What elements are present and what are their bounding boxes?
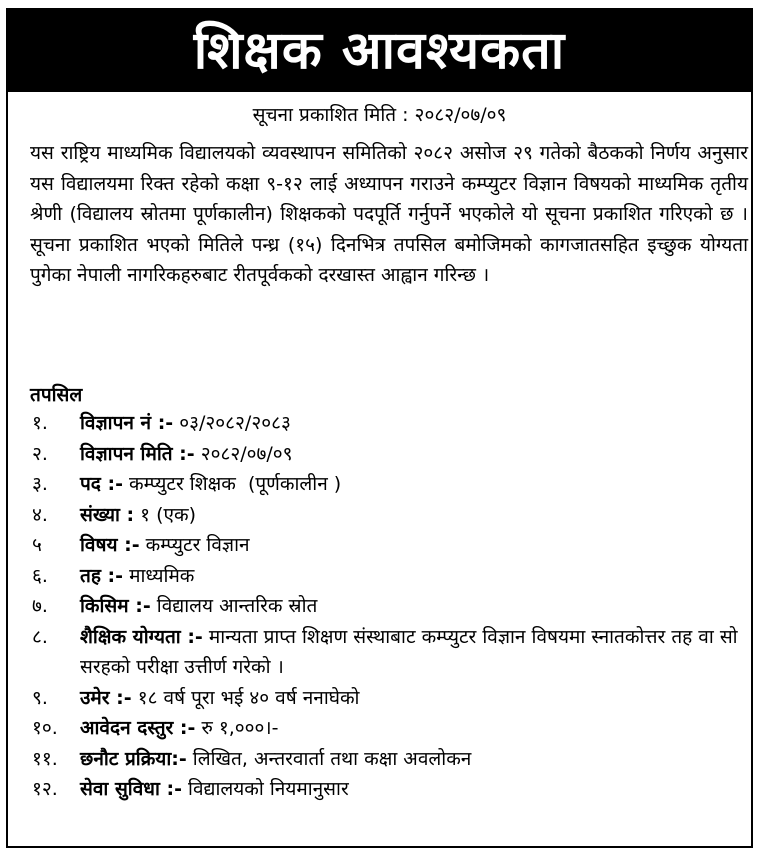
detail-application-fee <box>30 713 748 744</box>
notice-body-paragraph: यस राष्ट्रिय माध्यमिक विद्यालयको व्यवस्थापन समितिको २०८२ असोज २९ गतेको बैठकको निर्णय अनुसार यस विद्यालयमा रिक्त रहेको कक्षा ९-१२ लाई अध्यापन गराउने कम्प्युटर विज्ञान विषयको माध्यमिक तृतीय श्रेणी (विद्यालय स्रोतमा पूर्णकालीन) शिक्षकको पदपूर्ति गर्नुपर्ने भएकोले यो सूचना प्रकाशित गरिएको छ । सूचना प्रकाशित भएको मितिले पन्ध्र (१५) दिनभित्र तपसिल बमोजिमको कागजातसहित इच्छुक योग्यता पुगेका नेपाली नागरिकहरुबाट रीतपूर्वकको दरखास्त आह्वान गरिन्छ । <box>30 142 748 286</box>
detail-position <box>30 469 748 500</box>
detail-label: उमेर :- <box>80 686 132 709</box>
detail-value: रु १,०००।- <box>201 717 279 739</box>
detail-subject <box>30 530 748 561</box>
detail-label: शैक्षिक योग्यता :- <box>80 625 203 648</box>
detail-facilities <box>30 774 748 805</box>
detail-number: ८. <box>32 625 48 648</box>
title-banner <box>8 10 751 92</box>
detail-number: २. <box>32 442 48 465</box>
detail-label: विज्ञापन नं :- <box>80 412 174 434</box>
detail-number: ३. <box>32 473 48 495</box>
detail-advertisement-number <box>30 408 748 439</box>
detail-qualification <box>30 622 748 683</box>
detail-value: १८ वर्ष पूरा भई ४० वर्ष ननाघेको <box>137 686 360 709</box>
notice-title: शिक्षक आवश्यकता <box>193 21 566 81</box>
detail-value: मान्यता प्राप्त शिक्षण संस्थाबाट कम्प्युटर विज्ञान विषयमा स्नातकोत्तर तह वा सो सरहको परीक्षा उत्तीर्ण गरेको । <box>80 625 738 678</box>
details-list <box>30 408 748 805</box>
detail-label: सेवा सुविधा :- <box>80 778 182 800</box>
detail-value: कम्प्युटर विज्ञान <box>145 534 250 556</box>
detail-value: कम्प्युटर शिक्षक (पूर्णकालीन ) <box>129 473 342 495</box>
detail-number: ९. <box>32 686 48 709</box>
detail-level <box>30 561 748 592</box>
detail-label: आवेदन दस्तुर :- <box>80 717 196 739</box>
detail-value: विद्यालय आन्तरिक स्रोत <box>156 595 318 617</box>
detail-label: संख्या : <box>80 503 135 526</box>
detail-value: विद्यालयको नियमानुसार <box>188 778 349 800</box>
detail-label: किसिम :- <box>80 595 151 617</box>
notice-frame <box>6 8 753 848</box>
details-heading: तपसिल <box>30 384 83 406</box>
detail-count <box>30 500 748 531</box>
detail-label: छनौट प्रक्रिया:- <box>80 747 187 770</box>
detail-value: ०३/२०८२/२०८३ <box>179 412 291 434</box>
detail-label: तह :- <box>80 564 124 587</box>
detail-number: १०. <box>32 717 58 739</box>
detail-age <box>30 683 748 714</box>
notice-published-date: सूचना प्रकाशित मिति : २०८२/०७/०९ <box>252 104 507 126</box>
detail-selection-process <box>30 744 748 775</box>
detail-value: १ (एक) <box>140 503 197 526</box>
detail-number: ११. <box>32 747 58 770</box>
detail-value: लिखित, अन्तरवार्ता तथा कक्षा अवलोकन <box>192 747 472 770</box>
detail-value: २०८२/०७/०९ <box>200 442 293 465</box>
detail-label: पद :- <box>80 473 123 495</box>
detail-number: ७. <box>32 595 48 617</box>
detail-number: १. <box>32 412 48 434</box>
detail-number: १२. <box>32 778 58 800</box>
detail-number: ४. <box>32 503 48 526</box>
detail-number: ६. <box>32 564 48 587</box>
detail-value: माध्यमिक <box>129 564 195 587</box>
detail-label: विषय :- <box>80 534 140 556</box>
detail-advertisement-date <box>30 439 748 470</box>
detail-number: ५ <box>32 534 42 556</box>
detail-type <box>30 591 748 622</box>
detail-label: विज्ञापन मिति :- <box>80 442 195 465</box>
